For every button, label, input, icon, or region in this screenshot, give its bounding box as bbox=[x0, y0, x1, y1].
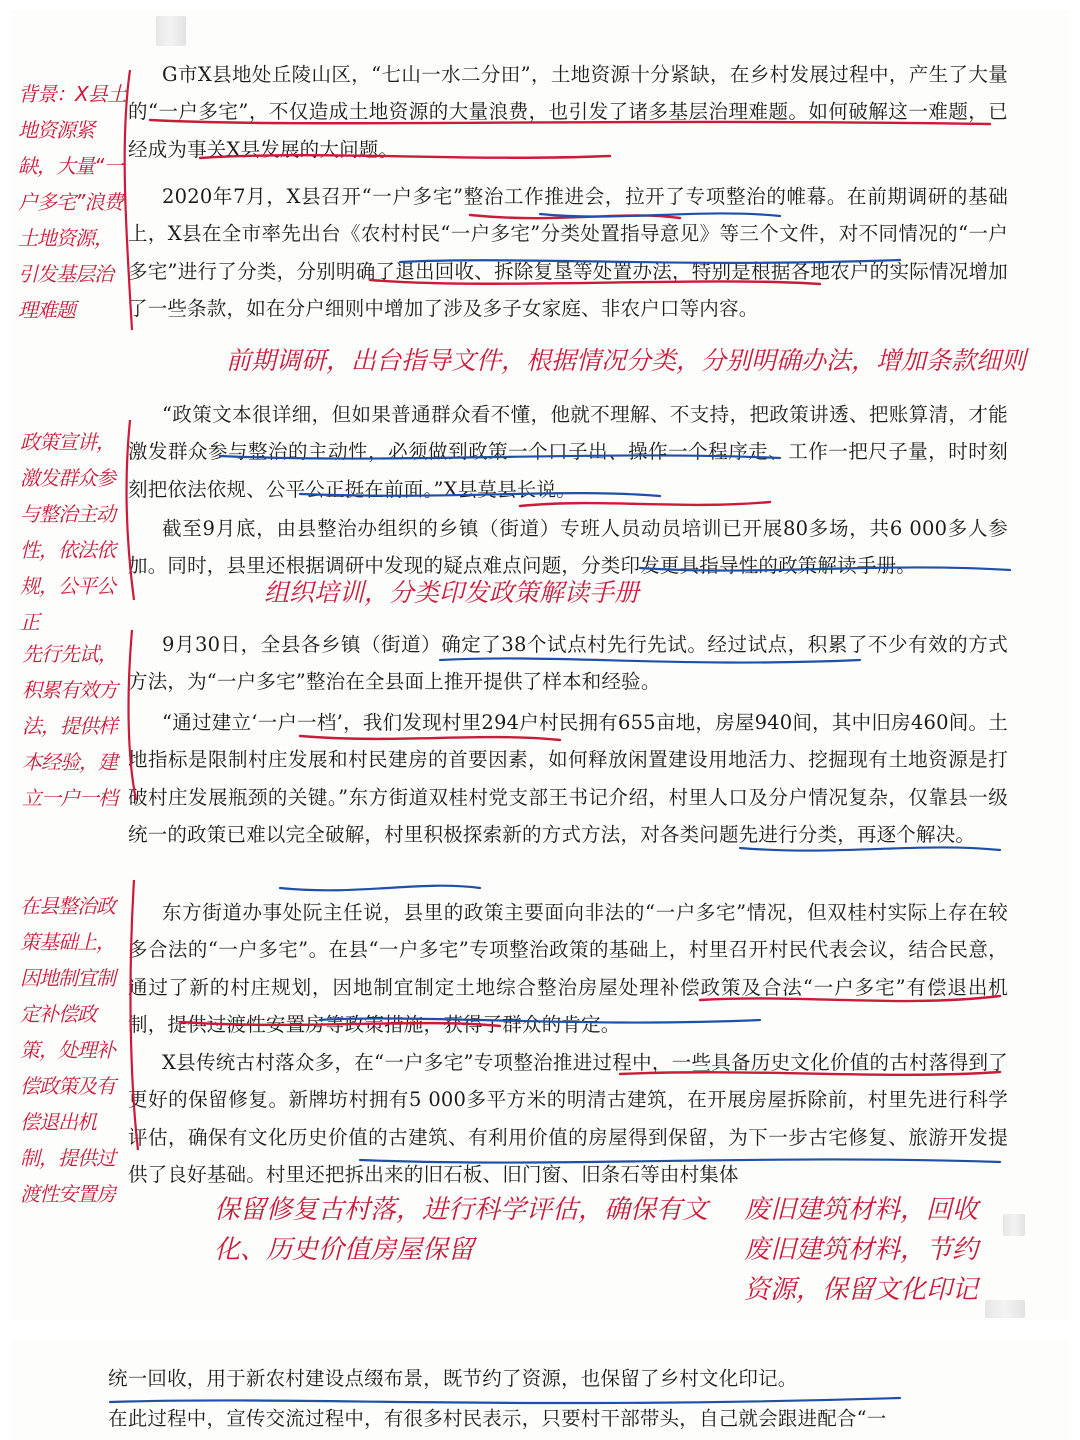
continuation-line-1: 统一回收，用于新农村建设点缀布景，既节约了资源，也保留了乡村文化印记。 bbox=[108, 1367, 798, 1390]
paragraph-background: G市X县地处丘陵山区，“七山一水二分田”，土地资源十分紧缺，在乡村发展过程中，产生了大量的“一户多宅”，不仅造成土地资源的大量浪费，也引发了诸多基层治理难题。如何破解这一难题，已经成为事关X县发展的大问题。 bbox=[128, 63, 1008, 161]
paragraph-pilot: 9月30日，全县各乡镇（街道）确定了38个试点村先行先试。经过试点，积累了不少有效的方式方法，为“一户多宅”整治在全县面上推开提供了样本和经验。 bbox=[128, 633, 1008, 694]
paragraph-ancient-villages: X县传统古村落众多，在“一户多宅”专项整治推进过程中，一些具备历史文化价值的古村落得到了更好的保留修复。新牌坊村拥有5 000多平方米的明清古建筑，在开展房屋拆除前，村里先进行科学评估，确保有文化历史价值的古建筑、有利用价值的房屋得到保留，为下一步古宅修复、旅游开发提供了良好基础。村里还把拆出来的旧石板、旧门窗、旧条石等由村集体 bbox=[128, 1051, 1008, 1186]
paragraph-quote-county-head: “政策文本很详细，但如果普通群众看不懂，他就不理解、不支持，把政策讲透、把账算清，才能激发群众参与整治的主动性，必须做到政策一个口子出、操作一个程序走、工作一把尺子量，时时刻刻把依法依规、公平公正挺在前面。”X县莫县长说。 bbox=[128, 403, 1008, 501]
margin-note-compensation: 在县整治政策基础上，因地制宜制定补偿政策，处理补偿政策及有偿退出机制，提供过渡性安置房 bbox=[20, 894, 115, 1206]
bottom-note-preservation: 保留修复古村落，进行科学评估，确保有文化、历史价值房屋保留 bbox=[214, 1195, 709, 1265]
bottom-note-materials: 废旧建筑材料，回收废旧建筑材料，节约资源，保留文化印记 bbox=[744, 1195, 979, 1305]
redacted-corner-mark bbox=[156, 16, 186, 46]
paragraph-one-household-one-file: “通过建立‘一户一档’，我们发现村里294户村民拥有655亩地，房屋940间，其中旧房460间。土地指标是限制村庄发展和村民建房的首要因素，如何释放闲置建设用地活力、挖掘现有土地资源是打破村庄发展瓶颈的关键。”东方街道双桂村党支部王书记介绍，村里人口及分户情况复杂，仅靠县一级统一的政策已难以完全破解，村里积极探索新的方式方法，对各类问题先进行分类，再逐个解决。 bbox=[128, 711, 1008, 846]
paragraph-training: 截至9月底，由县整治办组织的乡镇（街道）专班人员动员培训已开展80多场，共6 000多人参加。同时，县里还根据调研中发现的疑点难点问题，分类印发更具指导性的政策解读手册。 bbox=[128, 517, 1008, 578]
margin-note-policy-explain: 政策宣讲，激发群众参与整治主动性，依法依规，公平公正 bbox=[20, 430, 115, 634]
page-gap bbox=[0, 1320, 1080, 1340]
inline-note-research: 前期调研，出台指导文件，根据情况分类，分别明确办法，增加条款细则 bbox=[226, 346, 1027, 375]
continuation-line-2: 在此过程中，宣传交流过程中，有很多村民表示，只要村干部带头，自己就会跟进配合“一 bbox=[108, 1407, 887, 1430]
margin-note-pilot: 先行先试，积累有效方法，提供样本经验，建立一户一档 bbox=[22, 642, 117, 810]
margin-note-background: 背景：X县土地资源紧缺，大量“一户多宅”浪费土地资源，引发基层治理难题 bbox=[18, 82, 126, 322]
redacted-page-mark bbox=[1003, 1214, 1025, 1236]
paragraph-shuanggui-village: 东方街道办事处阮主任说，县里的政策主要面向非法的“一户多宅”情况，但双桂村实际上存在较多合法的“一户多宅”。在县“一户多宅”专项整治政策的基础上，村里召开村民代表会议，结合民意，通过了新的村庄规划，因地制宜制定土地综合整治房屋处理补偿政策及合法“一户多宅”有偿退出机制，提供过渡性安置房等政策措施，获得了群众的肯定。 bbox=[128, 901, 1008, 1036]
paragraph-meeting: 2020年7月，X县召开“一户多宅”整治工作推进会，拉开了专项整治的帷幕。在前期调研的基础上，X县在全市率先出台《农村村民“一户多宅”分类处置指导意见》等三个文件，对不同情况的“一户多宅”进行了分类，分别明确了退出回收、拆除复垦等处置办法，特别是根据各地农户的实际情况增加了一些条款，如在分户细则中增加了涉及多子女家庭、非农户口等内容。 bbox=[128, 185, 1008, 320]
inline-note-training: 组织培训，分类印发政策解读手册 bbox=[264, 578, 640, 607]
